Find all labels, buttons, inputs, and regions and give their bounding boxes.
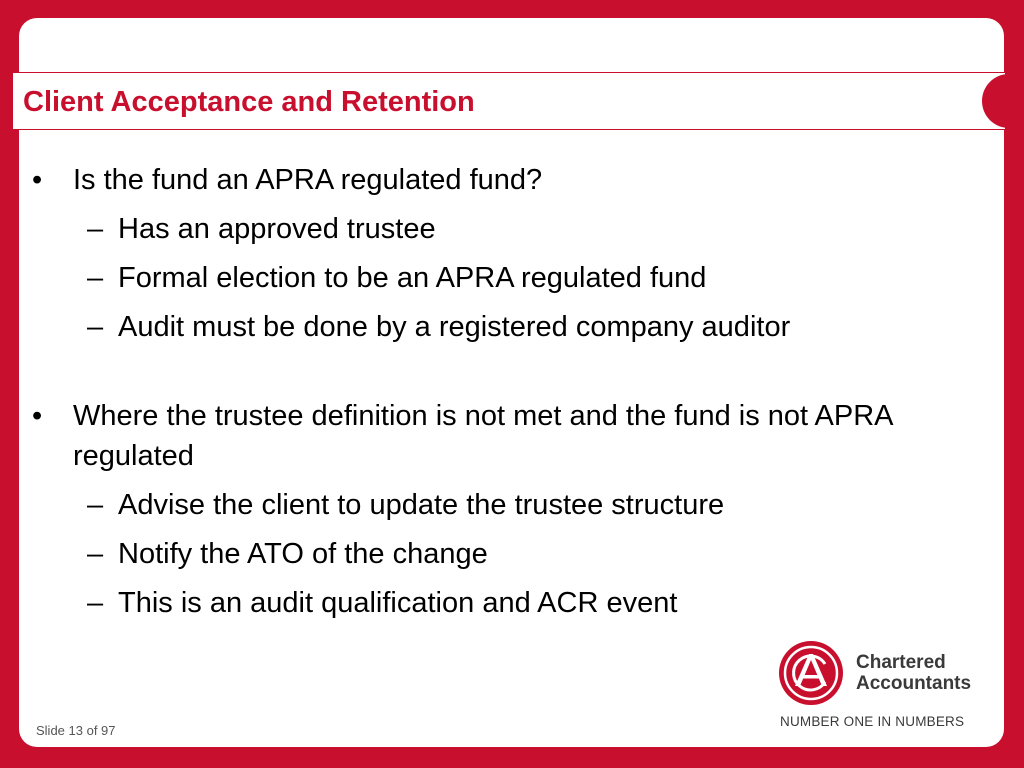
sub-bullet-item	[30, 485, 960, 525]
sub-bullet-marker: –	[87, 587, 104, 619]
logo-name-line2: Accountants	[856, 673, 972, 694]
sub-bullet-text: This is an audit qualification and ACR event	[118, 587, 678, 619]
sub-bullet-text: Formal election to be an APRA regulated fund	[118, 262, 707, 294]
logo-name-line1: Chartered	[856, 652, 946, 673]
sub-bullet-text: Audit must be done by a registered company auditor	[118, 311, 791, 343]
logo-tagline: NUMBER ONE IN NUMBERS	[780, 714, 965, 729]
bullet-marker: •	[32, 164, 43, 196]
sub-bullet-item	[30, 209, 960, 249]
sub-bullet-marker: –	[87, 538, 104, 570]
sub-bullet-item	[30, 307, 960, 347]
sub-bullet-text: Notify the ATO of the change	[118, 538, 488, 570]
chartered-accountants-logo	[776, 640, 996, 735]
slide-content	[30, 160, 960, 632]
sub-bullet-item	[30, 534, 960, 574]
bullet-item	[30, 160, 960, 200]
sub-bullet-marker: –	[87, 311, 104, 343]
sub-bullet-marker: –	[87, 213, 104, 245]
sub-bullet-marker: –	[87, 262, 104, 294]
sub-bullet-text: Advise the client to update the trustee structure	[118, 489, 725, 521]
sub-bullet-item	[30, 258, 960, 298]
sub-bullet-marker: –	[87, 489, 104, 521]
bullet-marker: •	[32, 400, 43, 432]
logo-name	[856, 652, 971, 694]
bullet-text: Is the fund an APRA regulated fund?	[73, 164, 543, 196]
ca-emblem-icon	[778, 640, 844, 706]
bullet-spacer	[30, 356, 960, 396]
bullet-text: Where the trustee definition is not met and the fund is not APRA regulated	[73, 400, 892, 472]
bullet-item	[30, 396, 960, 476]
sub-bullet-text: Has an approved trustee	[118, 213, 436, 245]
slide-number: Slide 13 of 97	[36, 723, 116, 738]
slide-title: Client Acceptance and Retention	[23, 86, 475, 118]
sub-bullet-item	[30, 583, 960, 623]
